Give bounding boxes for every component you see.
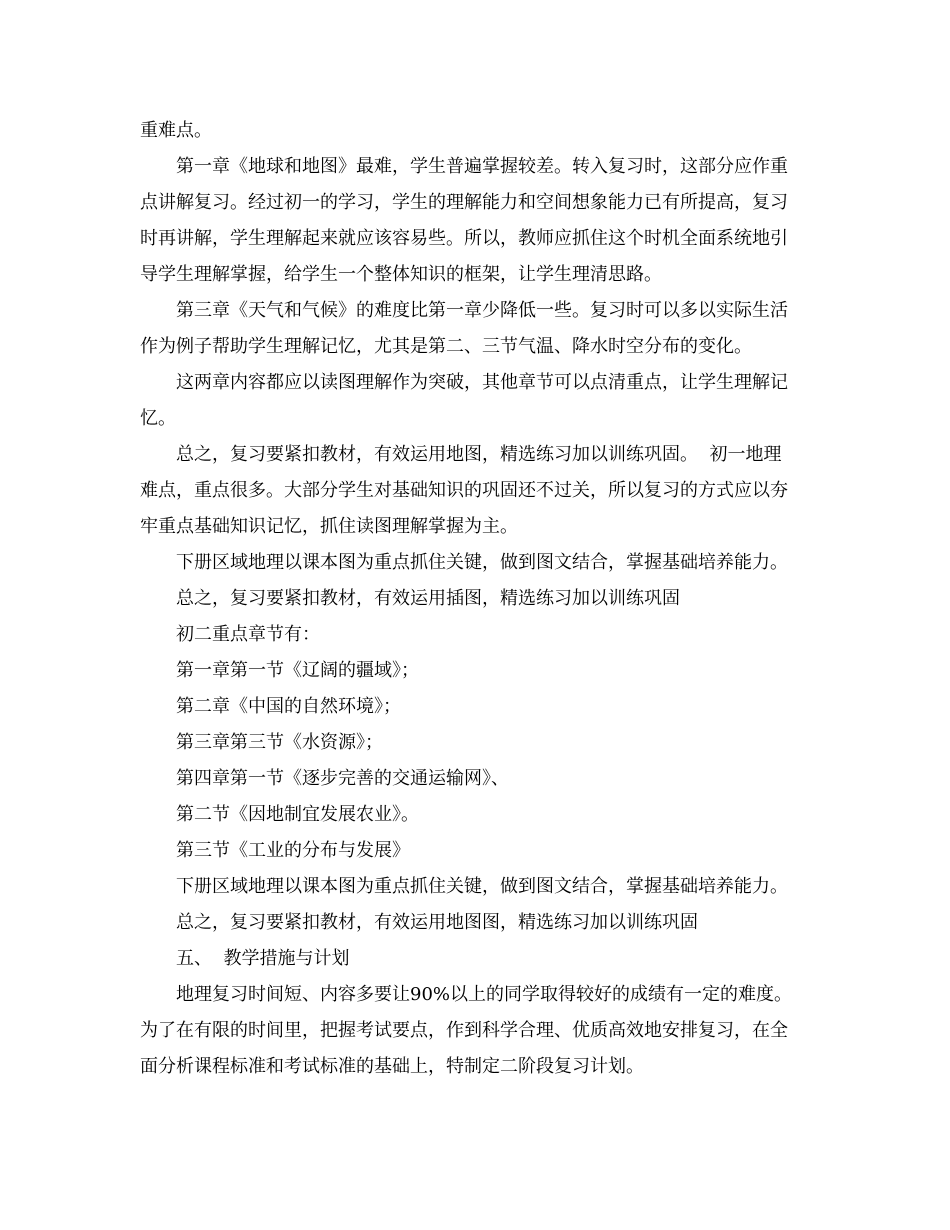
- paragraph-plan-line: 地理复习时间短、内容多要让90%以上的同学取得较好的成绩有一定的难度。: [176, 984, 793, 1005]
- paragraph-chapter3-line: 第三章《天气和气候》的难度比第一章少降低一些。复习时可以多以实际生活: [176, 300, 788, 321]
- text-line: 时再讲解，学生理解起来就应该容易些。所以，教师应抓住这个时机全面系统地引: [140, 228, 788, 249]
- grade2-key-chapters-heading: 初二重点章节有：: [176, 624, 320, 645]
- paragraph-regional-geography-line: 下册区域地理以课本图为重点抓住关键，做到图文结合，掌握基础培养能力。: [176, 876, 788, 897]
- text-line: 为了在有限的时间里，把握考试要点，作到科学合理、优质高效地安排复习，在全: [140, 1020, 788, 1041]
- text-line: 面分析课程标准和考试标准的基础上，特制定二阶段复习计划。: [140, 1056, 644, 1077]
- paragraph-regional-geography-line: 下册区域地理以课本图为重点抓住关键，做到图文结合，掌握基础培养能力。: [176, 552, 788, 573]
- text-line: 点讲解复习。经过初一的学习，学生的理解能力和空间想象能力已有所提高，复习: [140, 192, 788, 213]
- text-line: 作为例子帮助学生理解记忆，尤其是第二、三节气温、降水时空分布的变化。: [140, 336, 752, 357]
- text-line: 重难点。: [140, 120, 212, 141]
- text-line: 导学生理解掌握，给学生一个整体知识的框架，让学生理清思路。: [140, 264, 662, 285]
- chapter-list-item: 第三章第三节《水资源》；: [176, 732, 383, 753]
- chapter-list-item: 第二节《因地制宜发展农业》。: [176, 804, 419, 825]
- chapter-list-item: 第一章第一节《辽阔的疆域》；: [176, 660, 419, 681]
- paragraph-two-chapters-line: 这两章内容都应以读图理解作为突破，其他章节可以点清重点，让学生理解记: [176, 372, 788, 393]
- text-line: 难点，重点很多。大部分学生对基础知识的巩固还不过关，所以复习的方式应以夯: [140, 480, 788, 501]
- paragraph-chapter1-line: 第一章《地球和地图》最难，学生普遍掌握较差。转入复习时，这部分应作重: [176, 156, 788, 177]
- text-line: 忆。: [140, 408, 176, 429]
- paragraph-summary-line: 总之，复习要紧扣教材，有效运用地图，精选练习加以训练巩固。 初一地理: [176, 444, 782, 465]
- chapter-list-item: 第二章《中国的自然环境》；: [176, 696, 401, 717]
- paragraph-summary-line: 总之，复习要紧扣教材，有效运用插图，精选练习加以训练巩固: [176, 588, 680, 609]
- text-line: 牢重点基础知识记忆，抓住读图理解掌握为主。: [140, 516, 518, 537]
- chapter-list-item: 第四章第一节《逐步完善的交通运输网》、: [176, 768, 509, 789]
- section-heading: 五、 教学措施与计划: [176, 948, 350, 969]
- paragraph-summary-line: 总之，复习要紧扣教材，有效运用地图图，精选练习加以训练巩固: [176, 912, 698, 933]
- document-page: [140, 113, 812, 1085]
- chapter-list-item: 第三节《工业的分布与发展》: [176, 840, 410, 861]
